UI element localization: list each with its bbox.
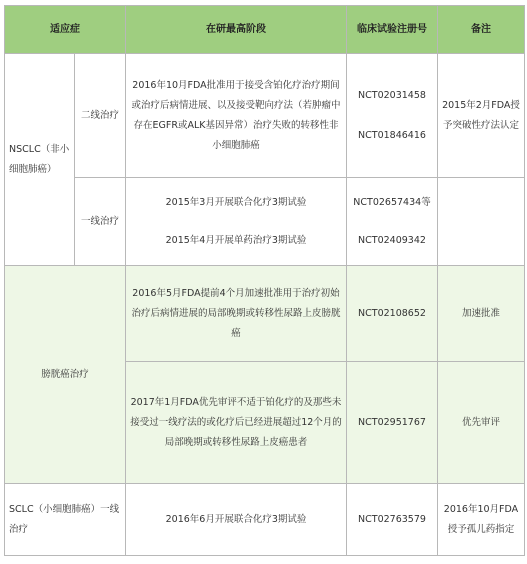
header-row (5, 6, 525, 54)
nsclc-second-line-trials (347, 54, 438, 178)
header-trial-number: 临床试验注册号 (347, 6, 438, 54)
bladder-trial-2: NCT02951767 (347, 362, 438, 484)
stage-text: 2015年4月开展单药治疗3期试验 (165, 234, 307, 246)
bladder-note-2: 优先审评 (438, 362, 525, 484)
trial-number: NCT01846416 (358, 129, 426, 141)
table-row (5, 54, 525, 178)
nsclc-label: NSCLC（非小细胞肺癌） (5, 54, 75, 266)
trial-number: NCT02031458 (358, 89, 426, 101)
nsclc-second-line-stage: 2016年10月FDA批准用于接受含铂化疗治疗期间或治疗后病情进展、以及接受靶向疗法（若肿瘤中存在EGFR或ALK基因异常）治疗失败的转移性非小细胞肺癌 (126, 54, 347, 178)
bladder-note-1: 加速批准 (438, 266, 525, 362)
bladder-stage-2: 2017年1月FDA优先审评不适于铂化疗的及那些未接受过一线疗法的或化疗后已经进展超过12个月的局部晚期或转移性尿路上皮癌患者 (126, 362, 347, 484)
bladder-trial-1: NCT02108652 (347, 266, 438, 362)
table-row (5, 178, 525, 266)
table-row (5, 484, 525, 556)
nsclc-first-line-stages (126, 178, 347, 266)
trial-number: NCT02409342 (358, 234, 426, 246)
nsclc-first-line-label: 一线治疗 (75, 178, 126, 266)
bladder-stage-1: 2016年5月FDA提前4个月加速批准用于治疗初始治疗后病情进展的局部晚期或转移性尿路上皮膀胱癌 (126, 266, 347, 362)
sclc-label: SCLC（小细胞肺癌）一线治疗 (5, 484, 126, 556)
bladder-label: 膀胱癌治疗 (5, 266, 126, 484)
nsclc-first-line-trials (347, 178, 438, 266)
sclc-trial: NCT02763579 (347, 484, 438, 556)
nsclc-second-line-note: 2015年2月FDA授予突破性疗法认定 (438, 54, 525, 178)
sclc-note: 2016年10月FDA授予孤儿药指定 (438, 484, 525, 556)
trial-number: NCT02657434等 (353, 196, 431, 208)
nsclc-first-line-note (438, 178, 525, 266)
stage-text: 2015年3月开展联合化疗3期试验 (165, 196, 307, 208)
header-indication: 适应症 (5, 6, 126, 54)
sclc-stage: 2016年6月开展联合化疗3期试验 (126, 484, 347, 556)
header-stage: 在研最高阶段 (126, 6, 347, 54)
header-note: 备注 (438, 6, 525, 54)
drug-pipeline-table (4, 5, 525, 556)
table-row (5, 266, 525, 362)
nsclc-second-line-label: 二线治疗 (75, 54, 126, 178)
